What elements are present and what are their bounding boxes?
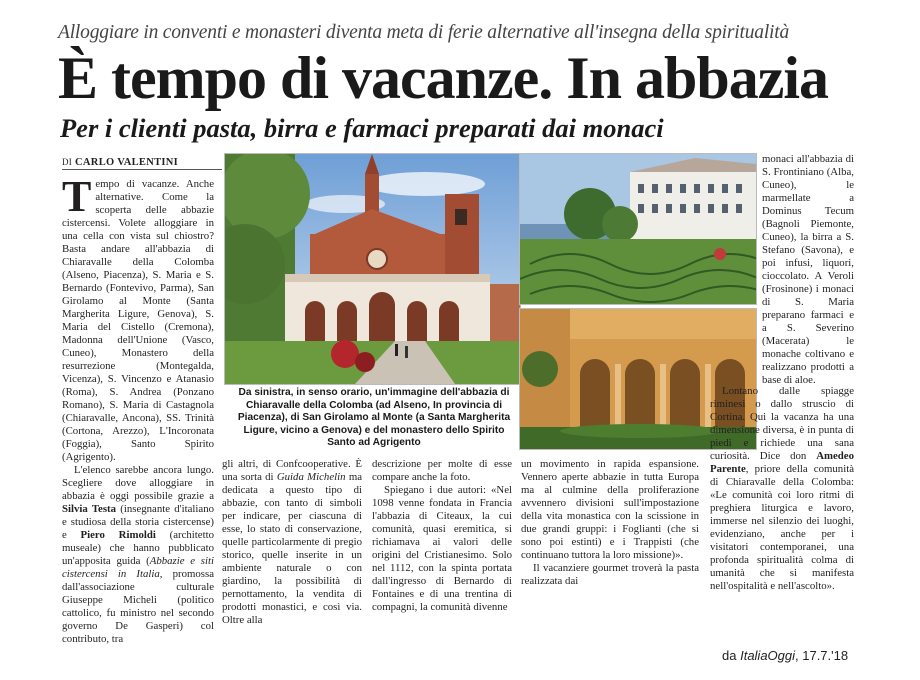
paragraph-1-text: empo di vacanze. Anche alternative. Come la scoperta delle abbazie cistercensi. Volete alloggiare in una cella con vista sul chiostro? Basta andare all'abbazia di Chiaravalle della Colomba (Alseno, Piacenza), S. Maria e S. Bernardo (Fontevivo, Parma), San Girolamo al Monte (Santa Margherita Ligure, Genova), S. Maria del Cistello (Cremona), Madonna dell'Unione (Vasco, Cuneo), Monastero della resurrezione (Montegalda, Vicenza), S. Vincenzo e Atanasio (Roma), S. Andrea (Ponzano Romano), S. Maria di Castagnola (Chiaravalle, Ancona), SS. Trinità (Cortona, Arezzo), L'Incoronata (Foggia), Santo Spirito (Agrigento). [62,178,214,463]
villa-garden-illustration [520,154,756,304]
col3-paragraph-1: descrizione per molte di esse compare anche la foto. [372,458,512,483]
deck-subtitle: Per i clienti pasta, birra e farmaci preparati dai monaci [60,113,664,143]
article-column-1 [62,172,214,646]
source-paper: ItaliaOggi [740,648,796,663]
photo-chiaravalle-abbey [224,153,521,385]
article-column-2 [222,458,362,627]
article-column-3 [372,458,512,614]
source-date: , 17.7.'18 [795,648,849,663]
col5-paragraph-1: monaci all'abbazia di S. Frontiniano (Alba, Cuneo), le marmellate a Dominus Tecum (Bagnoli Piemonte, Cuneo), la birra a S. Stefano (Savona), e poi infusi, liquori, cioccolato. A Veroli (Frosinone) i monaci di S. Maria preparano farmaci e a S. Severino (Macerata) le monache coltivano e realizzano prodotti a base di aloe. [762,153,854,386]
article-column-5-bottom [710,385,854,593]
col4-paragraph-2: Il vacanziere gourmet troverà la pasta realizzata dai [521,562,699,587]
kicker: Alloggiare in conventi e monasteri diventa meta di ferie alternative all'insegna della spiritualità [58,22,790,43]
paragraph-1 [62,172,214,464]
headline: È tempo di vacanze. In abbazia [58,45,829,111]
col5-paragraph-2: Lontano dalle spiagge riminesi o dallo struscio di Cortina. Qui la vacanza ha una dimensione diversa, è in punta di piedi e richiede una sana curiosità. Dice don Amedeo Parente, priore della comunità di Chiaravalle della Colomba: «Le comunità coi loro ritmi di preghiera liturgica e lavoro, immerse nel silenzio dei luoghi, evidenziano, anche per i visitatori contemporanei, una profonda spiritualità colma di umanità che si manifesta nell'ospitalità e nell'ascolto». [710,385,854,592]
byline-author: CARLO VALENTINI [75,157,179,168]
photo-caption: Da sinistra, in senso orario, un'immagine dell'abbazia di Chiaravalle della Colomba (ad Alseno, In provincia di Piacenza), di San Girolamo al Monte (a Santa Margherita Ligure, vicino a Genova) e del monastero dello Spirito Santo ad Agrigento [237,387,511,448]
article-column-4 [521,458,699,588]
col3-paragraph-2: Spiegano i due autori: «Nel 1098 venne fondata in Francia l'abbazia di Citeaux, la cui comunità, quasi eremitica, si richiamava ai valori delle origini del Cristianesimo. Solo nel 1112, con la spinta portata dall'ingresso di Bernardo di Fontaines e di una trentina di compagni, la comunità divenne [372,484,512,613]
col4-paragraph-1: un movimento in rapida espansione. Vennero aperte abbazie in tutta Europa ma al culmine della proliferazione avvennero divisioni sull'impostazione della vita monastica con la scissione in due grandi gruppi: i Foglianti (che si sono poi estinti) e i Trappisti (che continuano tuttora la loro missione)». [521,458,699,561]
byline [62,157,222,170]
abbey-illustration [225,154,520,384]
source-prefix: da [722,648,737,663]
source-credit [722,648,882,663]
byline-prefix: DI [62,157,73,167]
paragraph-2: L'elenco sarebbe ancora lungo. Scegliere dove alloggiare in abbazia è oggi possibile grazie a Silvia Testa (insegnante d'italiano e studiosa della storia cistercense) e Piero Rimoldi (architetto museale) che hanno pubblicato un'apposita guida (Abbazie e siti cistercensi in Italia, promossa dall'associazione culturale Giuseppe Micheli (politico cattolico, fu ministro nel secondo governo De Gasperi) col contributo, tra [62,464,214,645]
article-column-5-top [762,153,854,387]
col2-text: gli altri, di Confcooperative. È una sorta di Guida Michelin ma dedicata a questo tipo di abbazie, con tanto di simboli per indicare, per ciascuna di esse, lo stato di conservazione, quelle particolarmente di pregio storico, quelle inserite in un ambiente naturale o con giardino, la possibilità di pernottamento, la vendita di prodotti monastici, e così via. Oltre alla [222,458,363,626]
dropcap: T [62,172,92,221]
photo-san-girolamo [519,153,757,305]
